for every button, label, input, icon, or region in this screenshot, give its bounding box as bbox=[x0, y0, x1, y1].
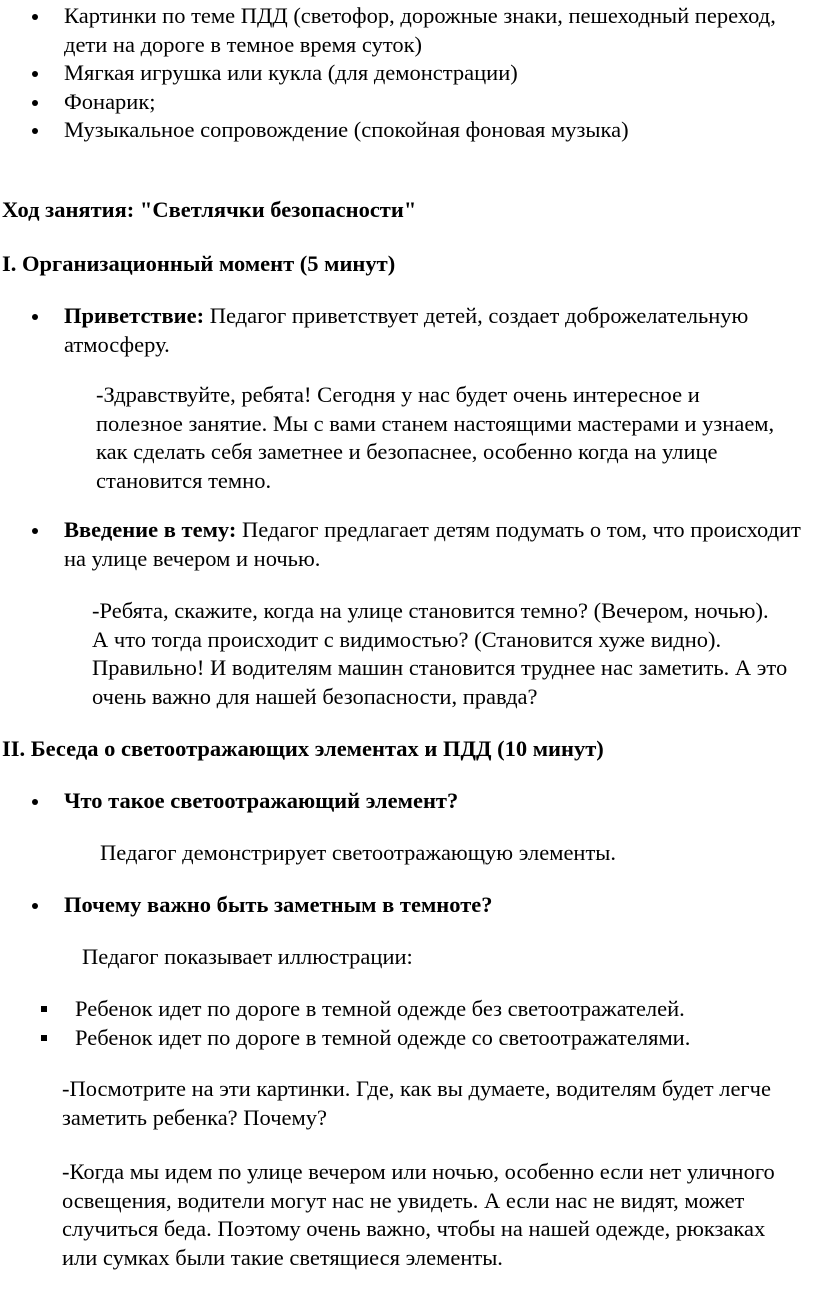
greeting-text: Педагог приветствует детей, создает доброжелательную атмосферу. bbox=[64, 303, 749, 357]
material-text: Мягкая игрушка или кукла (для демонстрации) bbox=[64, 60, 518, 85]
illustration-text: Ребенок идет по дороге в темной одежде со светоотражателями. bbox=[75, 1024, 691, 1050]
list-item bbox=[0, 88, 816, 117]
question-2-text: Почему важно быть заметным в темноте? bbox=[64, 892, 493, 917]
material-text: Музыкальное сопровождение (спокойная фоновая музыка) bbox=[64, 117, 629, 142]
list-item bbox=[0, 2, 816, 59]
square-bullet-icon bbox=[41, 1035, 47, 1041]
greeting-label: Приветствие: bbox=[64, 303, 205, 328]
speech-1: -Посмотрите на эти картинки. Где, как вы думаете, водителям будет легче заметить ребенка? Почему? bbox=[62, 1076, 771, 1130]
bullet-icon bbox=[32, 71, 38, 77]
question-1-text: Что такое светоотражающий элемент? bbox=[64, 788, 459, 813]
list-item bbox=[0, 995, 816, 1024]
bullet-icon bbox=[32, 100, 38, 106]
section-1-title: I. Организационный момент (5 минут) bbox=[2, 251, 396, 276]
section-2-title: II. Беседа о светоотражающих элементах и ПДД (10 минут) bbox=[2, 736, 604, 761]
question-1-note: Педагог демонстрирует светоотражающую элементы. bbox=[100, 840, 617, 865]
material-text: Фонарик; bbox=[64, 88, 156, 114]
list-item bbox=[0, 116, 816, 145]
greeting-item bbox=[0, 302, 816, 359]
bullet-icon bbox=[32, 128, 38, 134]
question-1-item bbox=[0, 787, 816, 816]
illustrations-list bbox=[0, 995, 816, 1052]
square-bullet-icon bbox=[41, 1006, 47, 1012]
question-2-note: Педагог показывает иллюстрации: bbox=[82, 944, 413, 969]
materials-list bbox=[0, 2, 816, 145]
greeting-speech: -Здравствуйте, ребята! Сегодня у нас будет очень интересное и полезное занятие. Мы с вами станем настоящими мастерами и узнаем, как сделать себя заметнее и безопаснее, особенно когда на улице становится темно. bbox=[96, 382, 775, 493]
bullet-icon bbox=[32, 314, 38, 320]
illustration-text: Ребенок идет по дороге в темной одежде без светоотражателей. bbox=[75, 996, 685, 1021]
speech-2: -Когда мы идем по улице вечером или ночью, особенно если нет уличного освещения, водители могут нас не увидеть. А если нас не видят, может случиться беда. Поэтому очень важно, чтобы на нашей одежде, рюкзаках или сумках были такие светящиеся элементы. bbox=[62, 1159, 775, 1270]
bullet-icon bbox=[32, 903, 38, 909]
list-item bbox=[0, 59, 816, 88]
bullet-icon bbox=[32, 799, 38, 805]
intro-item bbox=[0, 516, 816, 573]
bullet-icon bbox=[32, 528, 38, 534]
material-text: Картинки по теме ПДД (светофор, дорожные знаки, пешеходный переход, дети на дороге в темное время суток) bbox=[64, 3, 776, 57]
intro-speech: -Ребята, скажите, когда на улице становится темно? (Вечером, ночью). А что тогда происходит с видимостью? (Становится хуже видно). Правильно! И водителям машин становится труднее нас заметить. А это очень важно для нашей безопасности, правда? bbox=[92, 598, 788, 709]
intro-text: Педагог предлагает детям подумать о том, что происходит на улице вечером и ночью. bbox=[64, 517, 801, 571]
list-item bbox=[0, 1024, 816, 1053]
lesson-title: Ход занятия: "Светлячки безопасности" bbox=[2, 197, 417, 222]
bullet-icon bbox=[32, 14, 38, 20]
question-2-item bbox=[0, 891, 816, 920]
intro-label: Введение в тему: bbox=[64, 517, 237, 542]
